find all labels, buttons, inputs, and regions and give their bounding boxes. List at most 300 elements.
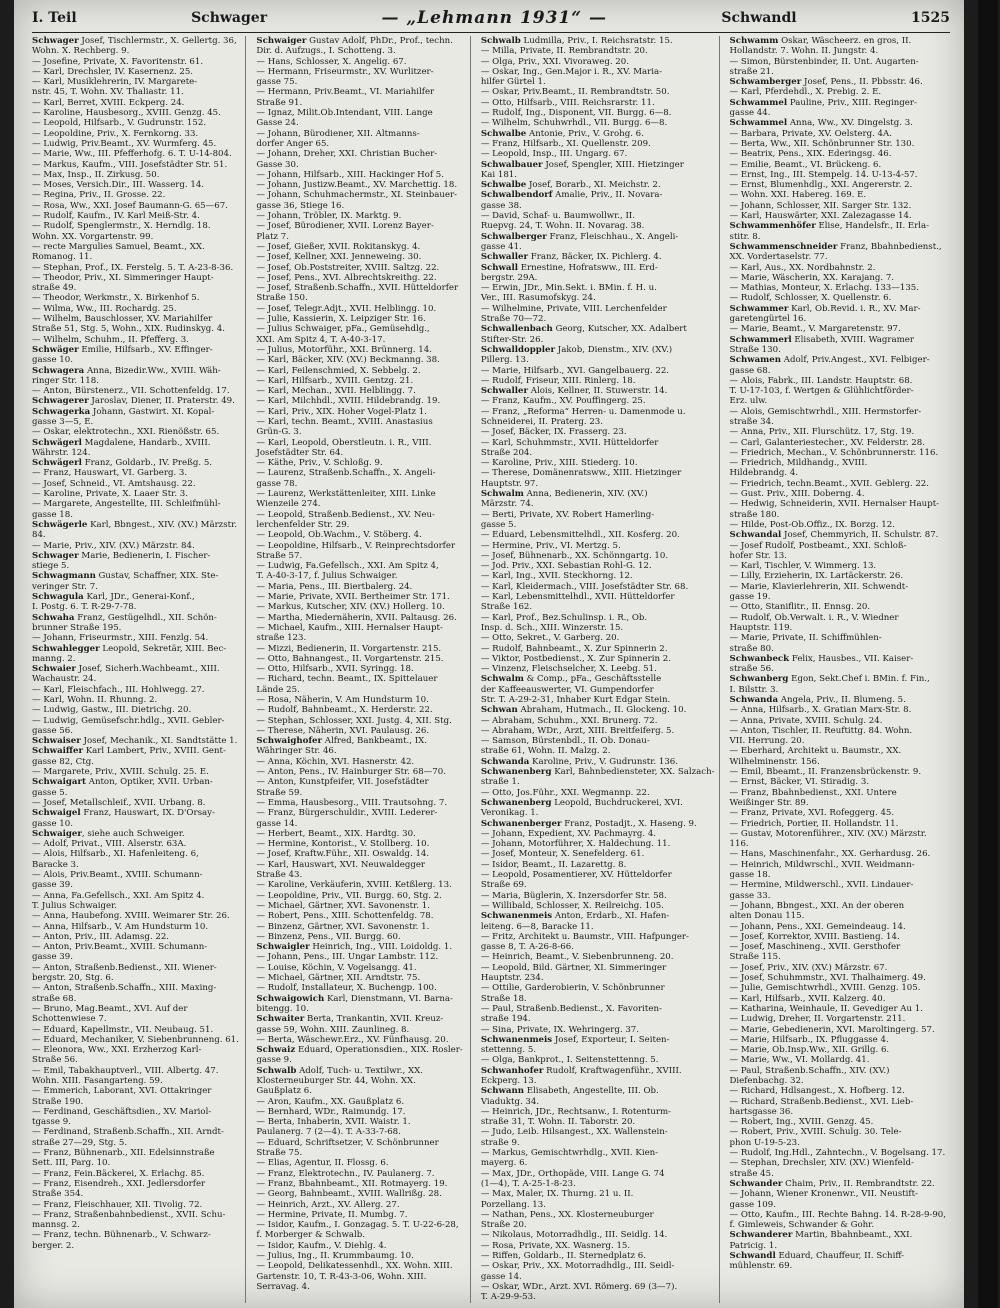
directory-entry: — Karl, Hilfsarb., XVII. Kalzerg. 40.	[729, 993, 886, 1004]
directory-entry: — Otto, Hilfsarb., VIII. Reichsrarstr. 11.	[480, 97, 655, 108]
directory-entry: — Otto, Jos.Führ., XXI. Wegmannp. 22.	[480, 787, 650, 798]
directory-entry: Schwagerer Jaroslav, Diener, II. Praterstr. 49.	[32, 396, 235, 407]
directory-entry: Straße 56.	[32, 1055, 78, 1066]
directory-entry: — Emma, Hausbesorg., VIII. Trautsohng. 7.	[256, 797, 448, 808]
directory-entry: Josefstädter Str. 64.	[256, 447, 344, 458]
directory-entry: — Karl, Prof., Bez.Schulinsp. i. R., Ob.	[480, 612, 648, 623]
directory-entry: — Herbert, Beamt., XIX. Hardtg. 30.	[256, 828, 416, 839]
directory-entry: — Franz, Eisendreh., XXI. Jedlersdorfer	[32, 1178, 206, 1189]
directory-entry: — Milla, Private, II. Rembrandtstr. 20.	[480, 46, 648, 57]
directory-entry: — Leopold, Posamentierer, XV. Hütteldorfer	[480, 870, 672, 881]
directory-entry: Schwallenbach Georg, Kutscher, XX. Adalbert	[480, 324, 687, 335]
directory-entry: gasse 82, Ctg.	[32, 756, 94, 767]
directory-entry: dorfer Anger 65.	[256, 138, 330, 149]
directory-entry: — Otto, Hilfsarb., XVII. Syringg. 18.	[256, 664, 414, 675]
directory-entry: Straße 18.	[480, 993, 527, 1004]
directory-entry: — Karl, Bäcker, XIV. (XV.) Beckmanng. 38.	[256, 355, 440, 366]
directory-entry: straße 21.	[729, 66, 774, 77]
directory-entry: — Samson, Bürstenbdl., II. Ob. Donau-	[480, 736, 650, 747]
directory-entry: Schwaller Franz, Bäcker, IX. Pichlerg. 4.	[480, 252, 662, 263]
directory-entry: — Karl, Pferdehdl., X. Prebig. 2. E.	[729, 87, 882, 98]
directory-entry: — Oskar, elektrotechn., XXI. Rienößstr. 65.	[32, 427, 220, 438]
directory-entry: Schwan Abraham, Hutmach., II. Glockeng. 10.	[480, 705, 687, 716]
entry-columns	[32, 36, 950, 1303]
volume-label: I. Teil	[32, 10, 77, 26]
directory-entry: — Julie, Gemischtwrhdl., XVIII. Genzg. 105.	[729, 983, 921, 994]
directory-entry: — Heinrich, JDr., Rechtsanw., I. Rotenturm-	[480, 1106, 672, 1117]
directory-entry: gasse 14.	[256, 818, 298, 829]
directory-entry: — Binzenz, Gärtner, XVI. Savonenstr. 1.	[256, 921, 430, 932]
directory-entry: — Theodor, Priv., XI. Simmeringer Haupt-	[32, 272, 214, 283]
directory-entry: — Vinzenz, Fleischselcher, X. Leebg. 51.	[480, 664, 657, 675]
directory-entry: — Markus, Gemischtwrhdlg., XVII. Kien-	[480, 1148, 659, 1159]
directory-entry: — Riffen, Goldarb., II. Sternedplatz 6.	[480, 1251, 646, 1262]
directory-entry: — recte Margulies Samuel, Beamt., XX.	[32, 241, 205, 252]
directory-entry: — Ludwig, Priv.Beamt., XV. Wurmferg. 45.	[32, 138, 217, 149]
column-4	[730, 36, 950, 1303]
column-1	[32, 36, 246, 1303]
directory-entry: gasse 9.	[256, 1055, 292, 1066]
directory-entry: I. Postg. 6. T. R-29-7-78.	[32, 602, 137, 613]
directory-entry: — Olga, Priv., XXI. Vivoraweg. 20.	[480, 56, 629, 67]
directory-entry: — Heinrich, Mildwrschl., XVII. Weidmann-	[729, 859, 915, 870]
directory-entry: — Ernst, Ing., III. Stempelg. 14. U-13-4-57.	[729, 169, 918, 180]
directory-entry: Schwalberger Franz, Fleischhau., X. Angeli-	[480, 231, 679, 242]
directory-entry: — Rudolf, Ob.Verwalt. i. R., V. Wiedner	[729, 612, 899, 623]
directory-entry: Hollandstr. 7. Wohn. II. Jungstr. 4.	[729, 46, 879, 57]
directory-entry: bergstr. 20, Stg. 6.	[32, 973, 114, 984]
directory-entry: gasse 56.	[32, 725, 73, 736]
directory-entry: Schwammenschneider Franz, Bbahnbedienst.,	[729, 241, 942, 252]
directory-entry: gasse 68.	[729, 365, 771, 376]
directory-entry: — Marie, Gebedienerin, XVI. Maroltingerg. 57.	[729, 1024, 935, 1035]
directory-entry: — Jod. Priv., XXI. Sebastian Rohl-G. 12.	[480, 561, 652, 572]
directory-entry: — Eduard, Schriftsetzer, V. Schönbrunner	[256, 1137, 439, 1148]
directory-entry: hartsgasse 36.	[729, 1106, 794, 1117]
directory-entry: — Otto, Staniflitr., II. Ennsg. 20.	[729, 602, 871, 613]
directory-entry: Straße 150.	[256, 293, 308, 304]
directory-entry: straße 80.	[729, 643, 774, 654]
directory-entry: mannsg. 2.	[32, 1220, 80, 1231]
directory-entry: — Anton, Bürstenerz., VII. Schottenfeldg. 17.	[32, 386, 230, 397]
directory-entry: — Karl, Ing., XVII. Steckhorng. 12.	[480, 571, 633, 582]
directory-entry: — Leopold, Hilfsarb., V. Gudrunstr. 152.	[32, 118, 207, 129]
directory-entry: Schwamberger Josef, Pens., II. Pbbsstr. 46.	[729, 77, 923, 88]
directory-entry: — Anton, Kunstpfeifer, VII. Josefstädter	[256, 777, 429, 788]
directory-entry: — Eduard, Kapellmstr., VII. Neubaug. 51.	[32, 1024, 214, 1035]
directory-entry: — Ignaz, Milit.Ob.Intendant, VIII. Lange	[256, 108, 433, 119]
directory-entry: — Ludwig, Gemüsefschr.hdlg., XVII. Gebler-	[32, 715, 225, 726]
directory-entry: gasse 3—5, E.	[32, 416, 94, 427]
directory-entry: — Richard, Hdlsangest., X. Hofberg. 12.	[729, 1086, 905, 1097]
directory-entry: — Karl, Lebensmittelhdl., XVII. Hütteldorfer	[480, 592, 675, 603]
directory-entry: — Wilhelm, Bauschlosser, XV. Mariahilfer	[32, 314, 213, 325]
directory-entry: straße 1.	[480, 777, 520, 788]
directory-entry: — Franz, Kaufm., XV. Pouffingerg. 25.	[480, 396, 646, 407]
directory-entry: stiege 5.	[32, 561, 70, 572]
directory-entry: — Hilde, Post-Ob.Offiz., IX. Borzg. 12.	[729, 519, 895, 530]
directory-entry: der Kaffeeauswerter, VI. Gumpendorfer	[480, 684, 654, 695]
directory-entry: Schwann Elisabeth, Angestellte, III. Ob.	[480, 1086, 659, 1097]
directory-entry: Schwaigowich Karl, Dienstmann, VI. Barna-	[256, 993, 453, 1004]
directory-entry: — Elias, Agentur, II. Flossg. 6.	[256, 1158, 389, 1169]
directory-entry: gasse 10.	[32, 355, 73, 366]
directory-entry: — Rosa, Näherin, V. Am Hundsturm 10.	[256, 695, 429, 705]
directory-entry: — Ludwig, Dreher, II. Vorgartenstr. 211.	[729, 1014, 906, 1025]
directory-entry: — Paul, Straßenb.Bedienst., X. Favoriten-	[480, 1003, 662, 1014]
directory-entry: gasse 39.	[32, 952, 73, 963]
directory-entry: — Karl, Mechan., XVII. Helblingg. 7.	[256, 386, 416, 397]
directory-entry: — Ludwig, Gastw., III. Dietrichg. 20.	[32, 705, 192, 716]
directory-entry: Schwaiz Eduard, Operationsdien., XIX. Rosler-	[256, 1045, 463, 1056]
directory-entry: — Richard, techn. Beamt., IX. Spittelauer	[256, 674, 438, 685]
column-2	[256, 36, 470, 1303]
directory-entry: Schwagmann Gustav, Schaffner, XIX. Ste-	[32, 571, 219, 582]
directory-entry: — Hermine, Private, II. Mumbg. 7.	[256, 1209, 408, 1220]
directory-entry: — Rudolf, Bahnbeamt., X. Zur Spinnerin 2.	[480, 643, 668, 654]
directory-entry: Schwammer Karl, Ob.Revid. i. R., XV. Mar-	[729, 303, 921, 314]
directory-entry: — Karl, Schuhmmstr., XVII. Hütteldorfer	[480, 437, 659, 448]
directory-entry: Schwanbeck Felix, Hausbes., VII. Kaiser-	[729, 653, 914, 664]
directory-entry: — Maria, Pens., III. Biertbalerg. 24.	[256, 581, 413, 592]
directory-entry: Schwammenhöfer Elise, Handelsfr., II. Erla-	[729, 221, 930, 232]
directory-entry: Schwalldoppler Jakob, Dienstm., XIV. (XV.)	[480, 344, 673, 355]
directory-entry: — David, Schaf- u. Baumwollwr., II.	[480, 211, 636, 222]
directory-entry: — Eberhard, Architekt u. Baumstr., XX.	[729, 746, 902, 757]
directory-entry: — Moses, Versich.Dir., III. Wasserg. 14.	[32, 180, 205, 191]
directory-entry: Schwägerl Magdalene, Handarb., XVIII.	[32, 437, 211, 448]
directory-entry: straße 31, T. Wohn. II. Taborstr. 20.	[480, 1117, 636, 1128]
directory-entry: stitr. 8.	[729, 231, 761, 242]
directory-entry: — Bruno, Mag.Beamt., XVI. Auf der	[32, 1003, 188, 1014]
directory-entry: Ruepvg. 24, T. Wohn. II. Novarag. 38.	[480, 221, 645, 232]
directory-entry: — Hermine, Kontorist., V. Stollberg. 10.	[256, 839, 430, 850]
directory-entry: gasse 36, Stiege 16.	[256, 200, 345, 211]
directory-entry: Stifter-Str. 26.	[480, 334, 544, 345]
directory-entry: — Johann, Pens., XXI. Gemeindeaug. 14.	[729, 921, 906, 932]
directory-entry: — Karl, Hauswart, XVI. Neuwaldegger	[256, 859, 426, 870]
directory-entry: Schwahlegger Leopold, Sekretär, XIII. Bec-	[32, 643, 227, 654]
directory-entry: Schwamm Oskar, Wäscheerz. en gros, II.	[729, 36, 912, 46]
directory-entry: — Sina, Private, IX. Wehringerg. 37.	[480, 1024, 639, 1035]
directory-entry: — Josef, Korrektor, XVIII. Bastieng. 14.	[729, 931, 900, 942]
directory-entry: — Hans, Maschinenfahr., XX. Gerhardusg. 26.	[729, 849, 931, 860]
directory-entry: — Johann, Dreher, XXI. Christian Bucher-	[256, 149, 438, 160]
directory-entry: — Michael, Kaufm., XIII. Hernalser Haupt-	[256, 622, 443, 633]
directory-entry: — Josef, Bäcker, IX. Frasserg. 23.	[480, 427, 627, 438]
directory-entry: — Franz, „Reforma“ Herren- u. Damenmode u.	[480, 406, 686, 417]
directory-entry: — Friedrich, techn.Beamt., XVII. Geblerg. 22.	[729, 478, 930, 489]
directory-entry: Wienzeile 274.	[256, 499, 321, 510]
directory-entry: — Josef, Bürodiener, XVII. Lorenz Bayer-	[256, 221, 434, 232]
directory-entry: — Emilie, Beamt., VI. Brückeng. 6.	[729, 159, 882, 170]
directory-entry: straße 61, Wohn. II. Malzg. 2.	[480, 746, 611, 757]
directory-entry: — Josef, Kellner, XXI. Jenneweing. 30.	[256, 252, 422, 263]
directory-entry: — Rudolf, Kaufm., IV. Karl Meiß-Str. 4.	[32, 211, 200, 222]
directory-entry: — Karl, Kleidermach., VIII. Josefstädter Str. 68.	[480, 581, 689, 592]
directory-entry: — Leopoldine, Priv., VII. Burgg. 60, Stg. 2.	[256, 890, 442, 901]
directory-entry: — Hermine, Priv., VI. Mertzg. 5.	[480, 540, 621, 551]
directory-entry: Schwäger Emilie, Hilfsarb., XV. Effinger-	[32, 344, 213, 355]
directory-entry: hilfer Gürtel 1.	[480, 77, 546, 88]
directory-entry: Schwaiser Josef, Mechanik., XI. Sandtstätte 1.	[32, 736, 238, 747]
directory-entry: — Hans, Schlosser, X. Angelig. 67.	[256, 56, 407, 67]
directory-entry: Schwaigler Heinrich, Ing., VIII. Loidoldg. 1.	[256, 942, 453, 953]
directory-entry: 116.	[729, 839, 749, 850]
directory-entry: — Rudolf, Ing., Disponent, VII. Burgg. 6—8.	[480, 108, 672, 119]
directory-entry: — Lilly, Erzieherin, IX. Lartäckerstr. 26.	[729, 571, 904, 582]
directory-entry: — Louise, Köchin, V. Vogelsangg. 41.	[256, 962, 417, 973]
directory-entry: — Regina, Priv., II. Grosse. 22.	[32, 190, 166, 201]
directory-entry: Baracke 3.	[32, 859, 79, 870]
directory-entry: gasse 59, Wohn. XIII. Zaunlineg. 8.	[256, 1024, 410, 1035]
directory-entry: — Emil, Tabakhauptverl., VIII. Albertg. 47.	[32, 1065, 219, 1076]
directory-entry: straße 34.	[729, 416, 774, 427]
directory-entry: — Johann, Wiener Kronenwr., VII. Neustift-	[729, 1189, 918, 1200]
directory-entry: — Leopold, Insp., III. Ungarg. 67.	[480, 149, 628, 160]
directory-entry: — Franz, Hauswart, VI. Garberg. 3.	[32, 468, 188, 479]
directory-entry: — Ernst, Bäcker, VI. Stiradig. 3.	[729, 777, 870, 788]
directory-page	[14, 0, 964, 1308]
directory-entry: Insp. d. Sch., XIII. Winzerstr. 15.	[480, 622, 624, 633]
directory-entry: Diefenbachg. 32.	[729, 1075, 804, 1086]
directory-entry: bergstr. 29A.	[480, 272, 538, 283]
directory-entry: — Karl, Berret, XVIII. Eckperg. 24.	[32, 97, 185, 108]
directory-entry: — Marie, Ww., VI. Mollardg. 41.	[729, 1055, 870, 1066]
directory-entry: Märzstr. 74.	[480, 499, 534, 510]
directory-entry: — Anna, Hilfsarb., X. Gratian Marx-Str. 8.	[729, 705, 912, 716]
directory-entry: Straße 190.	[32, 1096, 84, 1107]
directory-entry: — Karl, Aus., XX. Nordbahnstr. 2.	[729, 262, 876, 273]
directory-entry: — Johann, Schlosser, XII. Sarger Str. 132.	[729, 200, 912, 211]
scan-border	[978, 0, 998, 1308]
directory-entry: — Ernst, Blumenhdlg., XXI. Angererstr. 2.	[729, 180, 913, 191]
directory-entry: Schwagera Anna, Bizedir.Ww., XVIII. Wäh-	[32, 365, 221, 376]
directory-entry: Schwalbauer Josef, Spengler, XIII. Hietzinger	[480, 159, 684, 170]
directory-entry: — Michael, Gärtner, XVI. Savonenstr. 1.	[256, 900, 430, 911]
directory-entry: — Karl, Hilfsarb., XVIII. Gentzg. 21.	[256, 375, 414, 386]
directory-entry: — Anna, Priv., XII. Flurschütz. 17, Stg. 19.	[729, 427, 915, 438]
directory-entry: Gasse 30.	[256, 159, 299, 170]
directory-entry: — Martha, Miedernäherin, XVII. Paltausg. 26.	[256, 612, 457, 623]
directory-entry: Schwamen Adolf, Priv.Angest., XVI. Felbiger-	[729, 355, 930, 366]
directory-entry: Wilhelminenstr. 156.	[729, 756, 820, 767]
directory-entry: — Julie, Kassierin, X. Leipziger Str. 16.	[256, 314, 426, 325]
directory-entry: Schwagula Karl, JDr., Generai-Konf.,	[32, 592, 195, 603]
directory-entry: — Johann, Tröbler, IX. Marktg. 9.	[256, 211, 402, 222]
directory-entry: Straße 204.	[480, 447, 533, 458]
directory-entry: — Franz, Fleischhauer, XII. Tivolig. 72.	[32, 1199, 203, 1210]
directory-entry: — Friedrich, Portier, II. Hollandstr. 11.	[729, 818, 899, 829]
directory-entry: — Franz, Bbahnbeamt., XII. Rotmayerg. 19.	[256, 1178, 448, 1189]
directory-entry: — Josef, Straßenb.Schaffn., XVII. Hütteldorfer	[256, 283, 459, 294]
directory-entry: — Erwin, JDr., Min.Sekt. i. BMin. f. H. u.	[480, 283, 657, 294]
directory-entry: gasse 39.	[32, 880, 73, 891]
directory-entry: — Leopoldine, Hilfsarb., V. Reinprechtsdorfer	[256, 540, 456, 551]
directory-entry: — Karl, Musiklehrerin, IV. Margarete-	[32, 77, 198, 88]
directory-entry: Schwaier Josef, Sicherh.Wachbeamt., XIII.	[32, 664, 220, 675]
directory-entry: 84.	[32, 530, 46, 541]
directory-entry: — Oskar, WDr., Arzt. XVI. Römerg. 69 (3—7).	[480, 1281, 678, 1292]
directory-entry: Schwalb Ludmilla, Priv., I. Reichsratstr. 15.	[480, 36, 673, 46]
directory-entry: Schwalbe Josef, Borarb., XI. Meichstr. 2.	[480, 180, 661, 191]
directory-entry: — Hermann, Priv.Beamt., VI. Mariahilfer	[256, 87, 435, 98]
directory-entry: straße 68.	[32, 993, 77, 1004]
directory-entry: Eckperg. 13.	[480, 1075, 537, 1086]
directory-entry: — Beatrix, Pens., XIX. Ederingsg. 46.	[729, 149, 892, 160]
directory-entry: — Aron, Kaufm., XX. Gaußplatz 6.	[256, 1096, 405, 1107]
directory-entry: Schwaigart Anton, Optiker, XVII. Urban-	[32, 777, 213, 788]
directory-entry: gasse 14.	[480, 1271, 522, 1282]
directory-entry: Veronikag. 1.	[480, 808, 539, 819]
directory-entry: — Johann, Expedient, XV. Pachmayrg. 4.	[480, 828, 657, 839]
directory-entry: — Michael, Gärtner, XII. Arndtstr. 75.	[256, 973, 421, 984]
directory-entry: — Oskar, Ing., Gen.Major i. R., XV. Maria-	[480, 66, 662, 77]
directory-entry: Erz. ulw.	[729, 396, 768, 407]
directory-entry: — Rudolf, Friseur, XIII. Rinlerg. 18.	[480, 375, 636, 386]
directory-entry: — Karl, Leopold, Oberstleutn. i. R., VIII.	[256, 437, 432, 448]
directory-entry: mayerg. 6.	[480, 1158, 528, 1169]
directory-entry: phon U-19-5-23.	[729, 1137, 800, 1148]
directory-entry: Wohn. XX. Vorgartenstr. 99.	[32, 231, 154, 242]
directory-entry: — Julius, Ing., II. Krummbaumg. 10.	[256, 1251, 414, 1262]
directory-entry: Schwanenmeis Anton, Erdarb., XI. Hafen-	[480, 911, 670, 922]
directory-entry: VII. Herrung. 20.	[729, 736, 805, 747]
directory-entry: Schwager Josef, Tischlermstr., X. Gellertg. 36,	[32, 36, 237, 46]
directory-entry: — Anna, Fa.Gefellsch., XXI. Am Spitz 4.	[32, 890, 205, 901]
directory-entry: Porzellang. 13.	[480, 1199, 546, 1210]
directory-entry: — Franz, Fein.Bäckerei, X. Erlachg. 85.	[32, 1168, 205, 1179]
directory-entry: Serravag. 4.	[256, 1281, 310, 1292]
directory-entry: — Emil, Bbeamt., II. Franzensbrückenstr. 9.	[729, 767, 922, 778]
directory-entry: — Karl, Wohn. II. Rhunng. 2.	[32, 695, 158, 705]
directory-entry: — Berta, Inhaberin, XVII. Waistr. 1.	[256, 1117, 411, 1128]
directory-entry: — Katharina, Weinhaule, II. Gevediger Au 1.	[729, 1003, 923, 1014]
directory-entry: — Josef, Schneid., VI. Amtshausg. 22.	[32, 478, 196, 489]
directory-entry: Straße 162.	[480, 602, 533, 613]
directory-entry: — Judo, Leib. Hilsangest., XX. Wallenstein-	[480, 1127, 668, 1138]
directory-entry: — Karoline, Hausbesorg., XVIII. Genzg. 45.	[32, 108, 221, 119]
directory-entry: — Marie, Ob.Insp.Ww., XII. Grillg. 6.	[729, 1045, 890, 1056]
directory-entry: Paulanerg. 7 (2—4). T. A-33-7-68.	[256, 1127, 401, 1138]
directory-entry: berger. 2.	[32, 1240, 75, 1251]
directory-entry: Hauptstr. 234.	[480, 973, 544, 984]
directory-entry: Währstr. 124.	[32, 447, 91, 458]
directory-entry: — Franz, Hilfsarb., XI. Quellenstr. 209.	[480, 138, 651, 149]
directory-entry: — Hermine, Mildwerschl., XVII. Lindauer-	[729, 880, 914, 891]
directory-entry: — Johann, Bürodiener, XII. Altmanns-	[256, 128, 420, 139]
directory-entry: straße 45.	[729, 1168, 774, 1179]
directory-entry: — Maria, Büglerin, X. Inzersdorfer Str. 58.	[480, 890, 667, 901]
directory-entry: — Franz, Straßenbahnbedienst., XVII. Schu-	[32, 1209, 226, 1220]
directory-entry: — Marie, Hilfsarb., IX. Pfluggasse 4.	[729, 1034, 889, 1045]
directory-entry: leiteng. 6—8, Baracke 11.	[480, 921, 594, 932]
directory-entry: — Ferdinand, Straßenb.Schaffn., XII. Arndt-	[32, 1127, 224, 1138]
directory-entry: — Margarete, Priv., XVIII. Schulg. 25. E.	[32, 767, 209, 778]
directory-entry: Schwalbendorf Amalie, Priv., II. Novara-	[480, 190, 663, 201]
directory-entry: — Leopold, Ob.Wachm., V. Stöberg. 4.	[256, 530, 422, 541]
directory-entry: — Marie, Priv., XIV. (XV.) Märzstr. 84.	[32, 540, 195, 551]
directory-entry: Wohn. XIII. Fasangarteng. 59.	[32, 1075, 163, 1086]
directory-entry: — Anna, Private, XVIII. Schulg. 24.	[729, 715, 883, 726]
directory-entry: — Berta, Ww., XII. Schönbrunner Str. 130.	[729, 138, 915, 149]
directory-entry: Schwägerle Karl, Bbngest., XIV. (XV.) Märzstr.	[32, 519, 237, 530]
directory-entry: — Alois, Gemischtwrhdl., XIII. Hermstorfer-	[729, 406, 922, 417]
directory-entry: T. U-17-103, f. Wertgen & Glühlichtförder-	[729, 386, 914, 397]
directory-entry: — Josefine, Private, X. Favoritenstr. 61.	[32, 56, 204, 67]
directory-entry: Kai 181.	[480, 169, 518, 180]
directory-entry: Schwammel Pauline, Priv., XIII. Reginger-	[729, 97, 917, 108]
directory-entry: — Isidor, Kaufm., V. Diehlg. 4.	[256, 1240, 387, 1251]
directory-entry: gasse 44.	[729, 108, 771, 119]
directory-entry: — Simon, Bürstenbinder, II. Unt. Augarten-	[729, 56, 919, 67]
directory-entry: — Wilhelm, Schuhm., II. Pfefferg. 3.	[32, 334, 189, 345]
directory-entry: Schwalm Anna, Bedienerin, XIV. (XV.)	[480, 489, 648, 500]
directory-entry: Schwaiger, siehe auch Schweiger.	[32, 828, 185, 839]
directory-entry: — Karl, Hauswärter, XXI. Zalezagasse 14.	[729, 211, 912, 222]
directory-entry: T. A-40-3-17, f. Julius Schwaiger.	[256, 571, 398, 582]
directory-entry: garetengürtel 16.	[729, 314, 807, 325]
directory-entry: — Emmerich, Laborant, XVI. Ottakringer	[32, 1086, 212, 1097]
directory-entry: — Karoline, Verkäuferin, XVIII. Ketßlerg. 13.	[256, 880, 452, 891]
directory-entry: — Karl, techn. Beamt., XVIII. Anastasius	[256, 416, 433, 427]
directory-entry: manng. 2.	[32, 653, 76, 664]
directory-entry: — Karl, Feilenschmied, X. Sebbelg. 2.	[256, 365, 421, 376]
directory-entry: — Anton, Priv., III. Adamsg. 22.	[32, 931, 170, 942]
directory-entry: — Ottilie, Garderobierin, V. Schönbrunner	[480, 983, 665, 994]
directory-entry: — Fritz, Architekt u. Baumstr., VIII. Hafpunger-	[480, 931, 689, 942]
directory-entry: — Wilma, Ww., III. Rochardg. 25.	[32, 303, 177, 314]
directory-entry: Pillerg. 13.	[480, 355, 529, 366]
directory-entry: — Stephan, Schlosser, XXI. Justg. 4, XII. Stg.	[256, 715, 452, 726]
directory-entry: Schwanenberg Leopold, Buchdruckerei, XVI.	[480, 797, 683, 808]
directory-entry: — Nikolaus, Motorradhdlg., III. Seidlg. 14.	[480, 1230, 668, 1241]
directory-entry: — Anna, Köchin, XVI. Hasnerstr. 42.	[256, 756, 415, 767]
directory-entry: — Georg, Bahnbeamt., XVIII. Wallrißg. 28.	[256, 1189, 442, 1200]
directory-entry: — Anton, Straßenb.Bedienst., XII. Wiener-	[32, 962, 217, 973]
directory-entry: — Isidor, Kaufm., I. Gonzagag. 5. T. U-22-6-28,	[256, 1220, 459, 1231]
directory-entry: Schwander Chaim, Priv., II. Rembrandtstr. 22.	[729, 1178, 935, 1189]
directory-entry: ringer Str. 118.	[32, 375, 99, 386]
directory-entry: Schwandal Josef, Chemmyrich, II. Schulstr. 87.	[729, 530, 939, 541]
directory-entry: Straße 69.	[480, 880, 527, 891]
last-entry-word: Schwandl	[721, 10, 797, 26]
directory-entry: — Marie, Klavierlehrerin, XII. Schwendt-	[729, 581, 909, 592]
directory-entry: — Johann, Pens., III. Ungar Lambstr. 112.	[256, 952, 439, 963]
directory-entry: Schwammerl Elisabeth, XVIII. Wagramer	[729, 334, 914, 345]
directory-entry: f. Morberger & Schwalb.	[256, 1230, 366, 1241]
directory-entry: — Mizzi, Bedienerin, II. Vorgartenstr. 215.	[256, 643, 442, 654]
directory-entry: veringer Str. 7.	[32, 581, 98, 592]
directory-entry: — Oskar, Priv.Beamt., II. Rembrandtstr. 50.	[480, 87, 670, 98]
directory-entry: — Julius, Motorführ., XXI. Brünnerg. 14.	[256, 344, 432, 355]
directory-entry: Grün-G. 3.	[256, 427, 302, 438]
directory-entry: Schwager Marie, Bedienerin, I. Fischer-	[32, 550, 211, 561]
directory-entry: — Josef, Kraftw.Führ., XII. Oswaldg. 14.	[256, 849, 430, 860]
directory-entry: — Rosa, Private, XX. Wasnerg. 15.	[480, 1240, 631, 1251]
directory-entry: — Josef, Metallschleif., XVII. Urbang. 8.	[32, 797, 206, 808]
directory-entry: — Heinrich, Beamt., V. Siebenbrunneng. 20.	[480, 952, 674, 963]
directory-entry: — Robert, Pens., XIII. Schottenfeldg. 78.	[256, 911, 434, 922]
directory-entry: Ver., III. Rasumofskyg. 24.	[480, 293, 596, 304]
directory-entry: — Friedrich, Mildhandg., XVIII.	[729, 458, 868, 469]
directory-entry: Romanog. 11.	[32, 252, 93, 263]
directory-entry: Lände 25.	[256, 684, 300, 695]
directory-entry: straße 123.	[256, 633, 307, 644]
directory-entry: gasse 19.	[729, 592, 771, 603]
directory-entry: Schwanderer Martin, Bbahnbeamt., XXI.	[729, 1230, 913, 1241]
directory-entry: Platz 7.	[256, 231, 289, 242]
